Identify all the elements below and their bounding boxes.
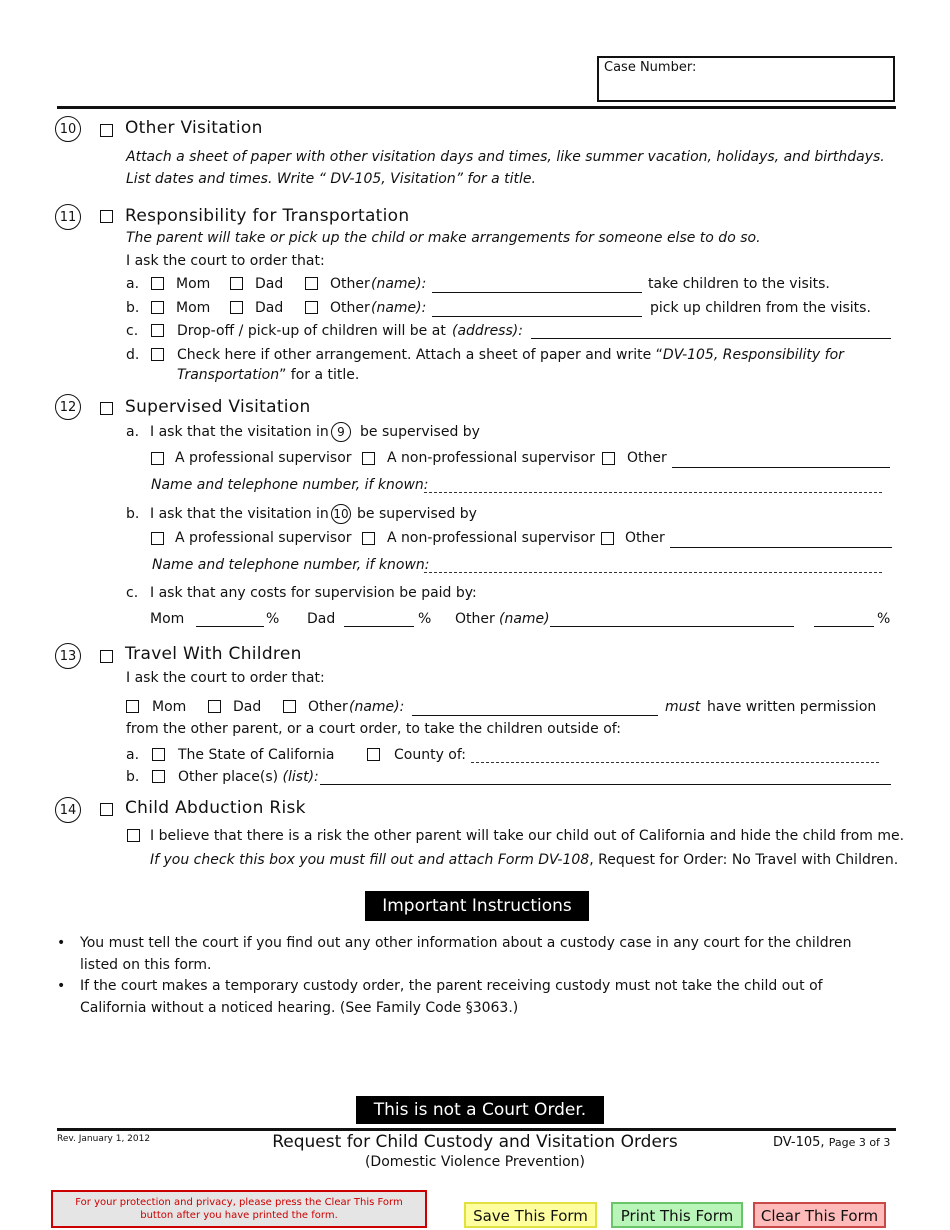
section-title-supervised-visitation: Supervised Visitation	[125, 397, 311, 417]
transportation-checkbox[interactable]	[100, 210, 113, 223]
clear-form-button[interactable]: Clear This Form	[753, 1202, 886, 1228]
name-telephone-label: Name and telephone number, if known:	[152, 557, 430, 573]
dropoff-address-checkbox[interactable]	[151, 324, 164, 337]
other-label: Other	[455, 611, 495, 627]
not-court-order-banner: This is not a Court Order.	[356, 1096, 604, 1124]
reference-item-9: 9	[331, 422, 351, 442]
county-label: County of:	[394, 747, 467, 763]
nonprofessional-label: A non-professional supervisor	[387, 450, 595, 466]
mom-label: Mom	[150, 611, 185, 627]
state-of-california-label: The State of California	[178, 747, 335, 763]
other-arrangement-title-1: DV-105, Responsibility for	[662, 347, 844, 363]
other-arrangement-text-1: Check here if other arrangement. Attach a sheet of paper and write “	[177, 347, 663, 363]
other-visitation-instructions-1: Attach a sheet of paper with other visitation days and times, like summer vacation, holidays, and birthdays.	[126, 149, 885, 165]
form-subtitle: (Domestic Violence Prevention)	[364, 1154, 586, 1170]
case-number-box[interactable]	[597, 56, 895, 102]
county-checkbox[interactable]	[367, 748, 380, 761]
a-nonprofessional-checkbox[interactable]	[362, 452, 375, 465]
item-number-14: 14	[55, 797, 81, 823]
travel-mom-checkbox[interactable]	[126, 700, 139, 713]
child-abduction-risk-checkbox[interactable]	[100, 803, 113, 816]
abduction-belief-text: I believe that there is a risk the other parent will take our child out of California and hide the child from me.	[150, 828, 905, 844]
abduction-form-note	[150, 852, 898, 868]
dad-label: Dad	[255, 276, 284, 292]
mom-label: Mom	[176, 276, 211, 292]
other-places-label	[178, 769, 319, 785]
print-form-button[interactable]: Print This Form	[611, 1202, 743, 1228]
item-letter-a: a.	[126, 276, 140, 292]
b-name-telephone-field[interactable]	[424, 572, 882, 573]
name-label: (name):	[371, 300, 427, 316]
abduction-belief-checkbox[interactable]	[127, 829, 140, 842]
mom-percent-field[interactable]	[196, 626, 264, 627]
item-letter-a: a.	[126, 747, 140, 763]
form-title: Request for Child Custody and Visitation Orders	[272, 1132, 678, 1152]
section-title-child-abduction: Child Abduction Risk	[125, 798, 306, 818]
other-arrangement-text	[177, 347, 844, 363]
item-letter-c: c.	[126, 585, 139, 601]
other-arrangement-title-2: Transportation	[177, 367, 280, 383]
name-telephone-label: Name and telephone number, if known:	[151, 477, 429, 493]
supervised-by-text: be supervised by	[357, 506, 477, 522]
percent-sign: %	[266, 611, 280, 627]
travel-other-checkbox[interactable]	[283, 700, 296, 713]
mom-label: Mom	[152, 699, 187, 715]
other-label: Other	[330, 300, 370, 316]
a-other-supervisor-field[interactable]	[672, 467, 890, 468]
important-instructions-heading: Important Instructions	[365, 891, 589, 921]
other-arrangement-text-cont	[177, 367, 359, 383]
professional-label: A professional supervisor	[175, 450, 352, 466]
form-id: DV-105,	[773, 1135, 825, 1150]
reference-item-10: 10	[331, 504, 351, 524]
address-label: (address):	[452, 323, 523, 339]
pickup-mom-checkbox[interactable]	[151, 301, 164, 314]
other-visitation-instructions-2: List dates and times. Write “ DV-105, Visitation” for a title.	[126, 171, 536, 187]
pickup-other-name-field[interactable]	[432, 316, 642, 317]
percent-sign: %	[418, 611, 432, 627]
save-form-button[interactable]: Save This Form	[464, 1202, 597, 1228]
other-label: Other	[627, 450, 667, 466]
instruction-2-line-1: If the court makes a temporary custody order, the parent receiving custody must not take the child out of	[80, 978, 823, 994]
section-title-other-visitation: Other Visitation	[125, 118, 263, 138]
item-number-13: 13	[55, 643, 81, 669]
form-page-info	[773, 1135, 890, 1150]
supervised-visitation-checkbox[interactable]	[100, 402, 113, 415]
supervision-b-text: I ask that the visitation in	[150, 506, 329, 522]
professional-label: A professional supervisor	[175, 530, 352, 546]
a-professional-checkbox[interactable]	[151, 452, 164, 465]
other-label: Other	[308, 699, 348, 715]
from-other-parent-text: from the other parent, or a court order, to take the children outside of:	[126, 721, 621, 737]
item-letter-d: d.	[126, 347, 140, 363]
page-number: Page 3 of 3	[828, 1136, 891, 1149]
supervised-by-text: be supervised by	[360, 424, 480, 440]
dad-label: Dad	[307, 611, 336, 627]
travel-with-children-checkbox[interactable]	[100, 650, 113, 663]
b-nonprofessional-checkbox[interactable]	[362, 532, 375, 545]
take-dad-checkbox[interactable]	[230, 277, 243, 290]
transportation-intro: The parent will take or pick up the child or make arrangements for someone else to do so.	[126, 230, 761, 246]
costs-text: I ask that any costs for supervision be paid by:	[150, 585, 477, 601]
other-arrangement-checkbox[interactable]	[151, 348, 164, 361]
take-other-name-field[interactable]	[432, 292, 642, 293]
travel-dad-checkbox[interactable]	[208, 700, 221, 713]
b-other-supervisor-field[interactable]	[670, 547, 892, 548]
other-arrangement-text-2: ” for a title.	[279, 367, 360, 383]
take-mom-checkbox[interactable]	[151, 277, 164, 290]
name-label: (name):	[371, 276, 427, 292]
a-other-supervisor-checkbox[interactable]	[602, 452, 615, 465]
mom-label: Mom	[176, 300, 211, 316]
state-of-california-checkbox[interactable]	[152, 748, 165, 761]
footer-rule	[57, 1128, 896, 1131]
item-number-12: 12	[55, 394, 81, 420]
bullet-icon: •	[57, 978, 66, 994]
list-label: (list):	[282, 769, 319, 785]
other-percent-field[interactable]	[814, 626, 874, 627]
other-label: Other	[625, 530, 665, 546]
transportation-ask: I ask the court to order that:	[126, 253, 325, 269]
take-children-text: take children to the visits.	[648, 276, 830, 292]
bullet-icon: •	[57, 935, 66, 951]
nonprofessional-label: A non-professional supervisor	[387, 530, 595, 546]
section-title-transportation: Responsibility for Transportation	[125, 206, 410, 226]
dad-label: Dad	[233, 699, 262, 715]
item-letter-a: a.	[126, 424, 140, 440]
county-field[interactable]	[471, 762, 879, 763]
other-label: Other	[330, 276, 370, 292]
privacy-notice: For your protection and privacy, please press the Clear This Form button after you have printed the form.	[51, 1190, 427, 1228]
item-number-10: 10	[55, 116, 81, 142]
other-places-field[interactable]	[320, 784, 891, 785]
permission-text: have written permission	[707, 699, 877, 715]
top-rule	[57, 106, 896, 109]
abduction-form-note-2: , Request for Order: No Travel with Children.	[589, 852, 899, 868]
travel-other-name-field[interactable]	[412, 715, 658, 716]
pickup-children-text: pick up children from the visits.	[650, 300, 871, 316]
b-other-supervisor-checkbox[interactable]	[601, 532, 614, 545]
travel-ask: I ask the court to order that:	[126, 670, 325, 686]
case-number-label: Case Number:	[604, 60, 697, 75]
abduction-form-note-1: If you check this box you must fill out and attach Form DV-108	[150, 852, 590, 868]
other-places-text: Other place(s)	[178, 769, 279, 785]
instruction-1-line-1: You must tell the court if you find out any other information about a custody case in any court for the children	[80, 935, 852, 951]
other-visitation-checkbox[interactable]	[100, 124, 113, 137]
name-label: (name)	[499, 611, 550, 627]
a-name-telephone-field[interactable]	[424, 492, 882, 493]
pickup-other-checkbox[interactable]	[305, 301, 318, 314]
percent-sign: %	[877, 611, 891, 627]
pickup-dad-checkbox[interactable]	[230, 301, 243, 314]
dropoff-address-field[interactable]	[531, 338, 891, 339]
revision-date: Rev. January 1, 2012	[57, 1134, 151, 1144]
supervision-a-text: I ask that the visitation in	[150, 424, 329, 440]
item-letter-b: b.	[126, 769, 140, 785]
item-letter-b: b.	[126, 300, 140, 316]
name-label: (name):	[349, 699, 405, 715]
other-payer-name-field[interactable]	[550, 626, 794, 627]
must-text: must	[665, 699, 701, 715]
item-letter-c: c.	[126, 323, 139, 339]
dad-percent-field[interactable]	[344, 626, 414, 627]
item-letter-b: b.	[126, 506, 140, 522]
section-title-travel: Travel With Children	[125, 644, 302, 664]
dropoff-text: Drop-off / pick-up of children will be at	[177, 323, 446, 339]
other-places-checkbox[interactable]	[152, 770, 165, 783]
instruction-2-line-2: California without a noticed hearing. (See Family Code §3063.)	[80, 1000, 519, 1016]
item-number-11: 11	[55, 204, 81, 230]
dad-label: Dad	[255, 300, 284, 316]
b-professional-checkbox[interactable]	[151, 532, 164, 545]
instruction-1-line-2: listed on this form.	[80, 957, 212, 973]
take-other-checkbox[interactable]	[305, 277, 318, 290]
